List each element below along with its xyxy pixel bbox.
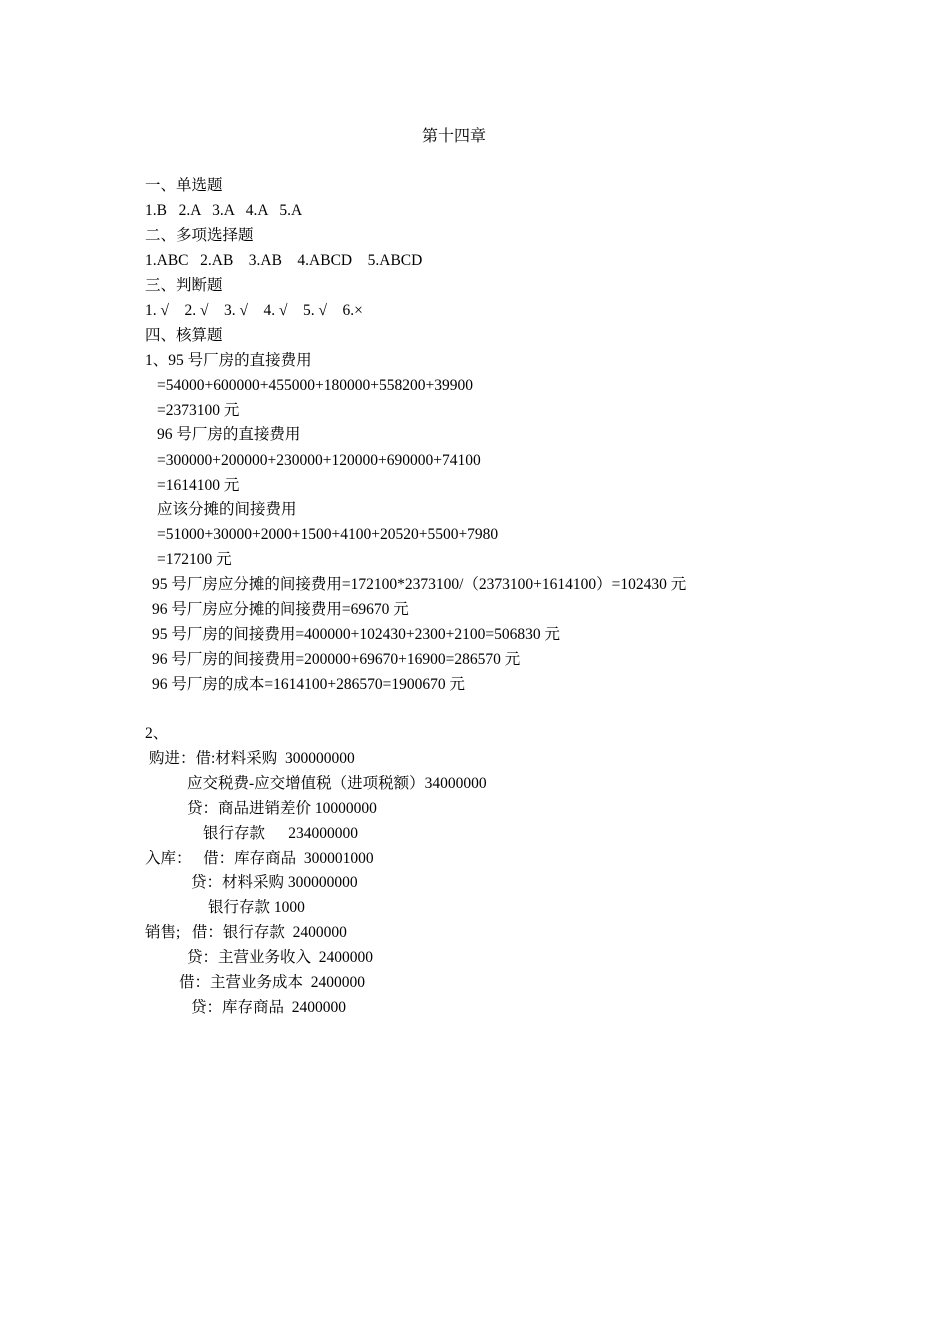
- section-multiple-choice-answers: 1.ABC 2.AB 3.AB 4.ABCD 5.ABCD: [145, 252, 423, 269]
- q1-line: 95 号厂房的间接费用=400000+102430+2300+2100=506830 元: [152, 626, 560, 643]
- q2-line: 贷：材料采购 300000000: [191, 874, 358, 891]
- section-single-choice-heading: 一、单选题: [145, 177, 223, 194]
- section-true-false-heading: 三、判断题: [145, 277, 223, 294]
- q2-line: 贷：商品进销差价 10000000: [187, 800, 377, 817]
- section-multiple-choice-heading: 二、多项选择题: [145, 227, 254, 244]
- q2-line: 贷：主营业务收入 2400000: [187, 949, 374, 966]
- section-true-false-answers: 1. √ 2. √ 3. √ 4. √ 5. √ 6.×: [145, 302, 363, 319]
- q1-line: 应该分摊的间接费用: [157, 501, 297, 518]
- q1-line: =51000+30000+2000+1500+4100+20520+5500+7980: [157, 526, 499, 543]
- q2-line: 购进：借:材料采购 300000000: [149, 750, 355, 767]
- q1-line: =54000+600000+455000+180000+558200+39900: [157, 377, 473, 394]
- q1-line: 96 号厂房的间接费用=200000+69670+16900=286570 元: [152, 651, 521, 668]
- q2-line: 应交税费-应交增值税（进项税额）34000000: [187, 775, 487, 792]
- q2-label: 2、: [145, 725, 169, 742]
- q1-line: =300000+200000+230000+120000+690000+74100: [157, 452, 481, 469]
- q1-line: 95 号厂房应分摊的间接费用=172100*2373100/（2373100+1614100）=102430 元: [152, 576, 687, 593]
- q2-line: 贷：库存商品 2400000: [191, 999, 347, 1016]
- q1-line: =2373100 元: [157, 402, 240, 419]
- q1-line: =1614100 元: [157, 477, 240, 494]
- q1-line: 96 号厂房应分摊的间接费用=69670 元: [152, 601, 409, 618]
- section-single-choice-answers: 1.B 2.A 3.A 4.A 5.A: [145, 202, 303, 219]
- q1-line: 96 号厂房的成本=1614100+286570=1900670 元: [152, 676, 465, 693]
- q1-line: 96 号厂房的直接费用: [157, 426, 301, 443]
- q2-line: 销售; 借：银行存款 2400000: [145, 924, 347, 941]
- chapter-title: 第十四章: [421, 128, 486, 145]
- q2-line: 银行存款 234000000: [203, 825, 359, 842]
- section-calculation-heading: 四、核算题: [145, 327, 223, 344]
- q1-line: =172100 元: [157, 551, 232, 568]
- q2-line: 借：主营业务成本 2400000: [179, 974, 366, 991]
- q2-line: 银行存款 1000: [208, 899, 305, 916]
- q2-line: 入库： 借：库存商品 300001000: [145, 850, 374, 867]
- q1-line: 1、95 号厂房的直接费用: [145, 352, 312, 369]
